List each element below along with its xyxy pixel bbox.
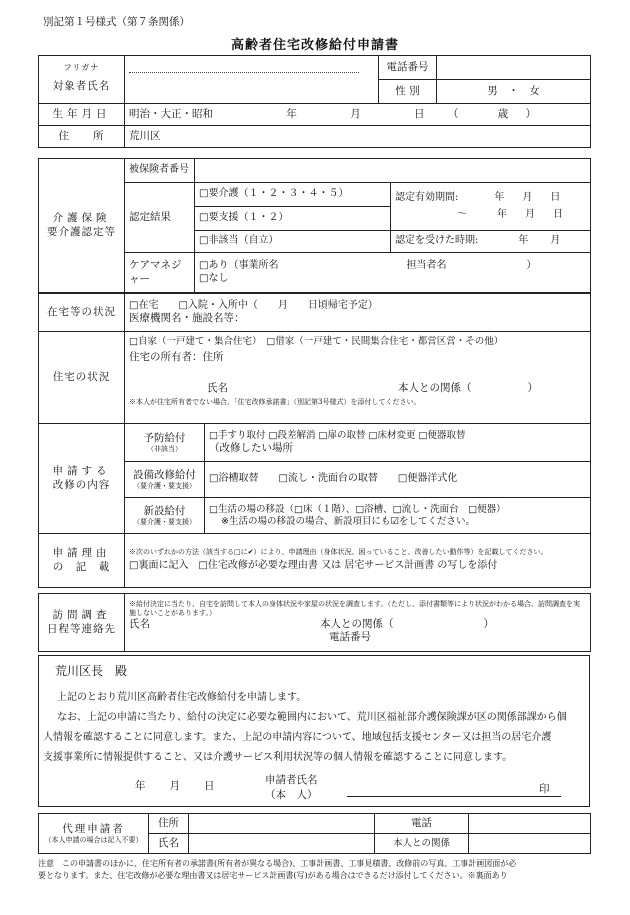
housing-type-line[interactable]: □自家（一戸建て・集合住宅） □借家（一戸建て・民間集合住宅・都営区営・その他） (129, 336, 504, 347)
care-section-label (39, 159, 125, 293)
sex-label: 性 別 (379, 80, 437, 104)
equip-label-text: 設備改修給付 (133, 468, 196, 481)
cm-label: ケアマネジャー (125, 253, 195, 293)
proxy-phone-field[interactable] (469, 814, 591, 834)
reason-label-1: 申請理由 (52, 547, 111, 560)
received-period (391, 231, 591, 253)
housing-field[interactable] (125, 332, 591, 424)
proxy-table (38, 813, 591, 854)
housing-owner-name: 氏名 (207, 382, 228, 394)
prev-location: （改修したい場所 (209, 441, 293, 454)
new-label-text: 新設給付 (143, 504, 186, 517)
modification-label-1: 申請する (52, 465, 111, 478)
cm-person-label: 担当者名 (406, 260, 447, 271)
home-status-label: 在宅等の状況 (39, 294, 125, 332)
received-month: 月 (550, 235, 561, 247)
signature-line[interactable] (347, 780, 561, 797)
reason-options[interactable]: □裏面に記入 □住宅改修が必要な理由書 又は 居宅サービス計画書 の写しを添付 (129, 560, 498, 572)
date-day: 日 (204, 780, 215, 792)
opt-care-checkbox[interactable]: □要介護（１・２・３・４・５） (195, 183, 391, 207)
date-year: 年 (135, 780, 146, 792)
declaration-p3: 人情報を確認することに同意します。また、上記の申請内容について、地域包括支援センター又は担当の居宅介護 (43, 732, 552, 743)
proxy-address-label: 住所 (149, 814, 189, 834)
visit-name: 氏名 (129, 618, 150, 631)
applicant-name-field[interactable] (125, 56, 379, 104)
opt-support-checkbox[interactable]: □要支援（１・２） (195, 207, 391, 231)
insured-no-field[interactable] (195, 159, 591, 183)
age-unit: 歳 (497, 107, 509, 120)
equip-sub: （要介護・要支援） (133, 481, 196, 490)
birth-year: 年 (286, 107, 297, 120)
visit-field[interactable] (125, 594, 591, 652)
proxy-address-field[interactable] (189, 814, 375, 834)
applicant-name-text: 申請者氏名 (265, 774, 318, 786)
footer-notes (38, 858, 594, 882)
home-status-line2: 医療機関名・施設名等： (129, 312, 245, 325)
equip-options[interactable]: □浴槽取替 □流し・洗面台の取替 □便器洋式化 (205, 462, 591, 498)
valid-month: 月 (522, 192, 533, 203)
housing-note: ※本人が住宅所有者でない場合、「住宅改修承諾書」（別記第3号様式）を添付してください。 (129, 398, 421, 407)
care-label-1: 介護保険 (52, 212, 111, 225)
new-sub: （要介護・要支援） (133, 517, 196, 526)
modification-table (38, 423, 591, 534)
reason-table (38, 533, 591, 588)
reason-label-2: の 記 載 (52, 560, 111, 573)
new-field[interactable] (205, 498, 591, 534)
phone-field[interactable] (437, 56, 591, 80)
valid-day-2: 日 (553, 208, 563, 220)
furigana-dotted-line (129, 71, 359, 73)
phone-label: 電話番号 (379, 56, 437, 80)
care-label-2: 要介護認定等 (47, 225, 116, 238)
valid-day: 日 (550, 192, 561, 203)
birth-label: 生年月日 (39, 104, 125, 126)
era-options: 明治・大正・昭和 (129, 107, 213, 120)
birth-day: 日 (414, 107, 425, 120)
reason-note: ※次のいずれかの方法（該当する□に✔）により、申請理由（身体状況、困っていること、改善したい動作等）を記載してください。 (129, 548, 548, 557)
applicant-self-text: （本 人） (265, 789, 318, 801)
seal-mark: 印 (539, 783, 550, 795)
applicant-signature-label (265, 772, 318, 802)
result-label: 認定結果 (125, 183, 195, 253)
prev-label-text: 予防給付 (143, 431, 186, 444)
applicant-table (38, 55, 591, 148)
declaration-date (135, 778, 215, 793)
visit-relation: 本人との関係（ (320, 618, 394, 631)
cm-field[interactable] (195, 253, 591, 293)
modification-label-2: 改修の内容 (52, 478, 111, 491)
visit-label (39, 594, 125, 652)
housing-table (38, 331, 591, 424)
new-label (125, 498, 205, 534)
housing-relation-close: ） (527, 382, 538, 394)
care-table (38, 158, 591, 293)
opt-none-checkbox[interactable]: □非該当（自立） (195, 231, 391, 253)
form-id: 別記第１号様式（第７条関係） (43, 16, 190, 28)
proxy-name-label: 氏名 (149, 834, 189, 854)
received-year: 年 (518, 235, 529, 247)
home-status-line1[interactable]: □在宅 □入院・入所中（ 月 日頃帰宅予定） (129, 299, 378, 311)
proxy-relation-label: 本人との関係 (375, 834, 469, 854)
visit-table (38, 593, 591, 652)
declaration-p2: なお、上記の申請に当たり、給付の決定に必要な範囲内において、荒川区福祉部介護保険課が区の関係部課から個 (57, 712, 567, 723)
valid-label: 認定有効期間: (395, 192, 459, 203)
equip-label (125, 462, 205, 498)
birth-month: 月 (350, 107, 361, 120)
age-close: ） (525, 107, 537, 120)
proxy-name-field[interactable] (189, 834, 375, 854)
age-open: （ (447, 107, 459, 120)
declaration-box (38, 655, 590, 807)
cm-close: ） (526, 260, 537, 271)
received-label: 認定を受けた時期: (395, 235, 479, 247)
proxy-phone-label: 電話 (375, 814, 469, 834)
declaration-p4: 支援事業所に情報提供すること、又は介護サービス利用状況等の個人情報を確認することに同意します。 (43, 752, 513, 763)
address-label: 住 所 (39, 126, 125, 148)
prev-field[interactable] (205, 424, 591, 462)
cm-yes-checkbox[interactable]: □あり（事業所名 (199, 260, 279, 271)
visit-label-1: 訪問調査 (52, 609, 111, 622)
valid-month-2: 月 (525, 208, 535, 220)
valid-tilde: ～ (457, 208, 467, 220)
new-options[interactable]: □生活の場の移設（□床（１階）、□浴槽、□流し・洗面台 □便器） (209, 503, 506, 515)
prev-label (125, 424, 205, 462)
proxy-sub: （本人申請の場合は記入不要） (44, 835, 143, 844)
applicant-name-label: 対象者氏名 (39, 80, 125, 104)
date-month: 月 (169, 780, 180, 792)
prev-options[interactable]: □手すり取付 □段差解消 □扉の取替 □床材変更 □便器取替 (209, 430, 466, 441)
proxy-label (39, 814, 149, 854)
insured-no-label: 被保険者番号 (125, 159, 195, 183)
valid-year-2: 年 (497, 208, 507, 220)
addressee: 荒川区長 殿 (55, 664, 128, 678)
home-status-table (38, 293, 591, 332)
declaration-p1: 上記のとおり荒川区高齢者住宅改修給付を申請します。 (57, 692, 307, 703)
valid-year: 年 (494, 192, 505, 203)
proxy-label-text: 代理申請者 (62, 822, 125, 835)
birth-field[interactable] (125, 104, 591, 126)
housing-label: 住宅の状況 (39, 332, 125, 424)
address-field[interactable]: 荒川区 (125, 126, 591, 148)
cm-no-checkbox[interactable]: □なし (199, 272, 229, 284)
page-title: 高齢者住宅改修給付申請書 (230, 38, 399, 53)
housing-owner: 住宅の所有者：住所 (129, 350, 224, 363)
reason-label (39, 534, 125, 588)
reason-field[interactable] (125, 534, 591, 588)
visit-label-2: 日程等連絡先 (47, 622, 116, 635)
sex-options[interactable]: 男 ・ 女 (437, 80, 591, 104)
visit-phone: 電話番号 (329, 631, 371, 644)
home-status-field[interactable] (125, 294, 591, 332)
valid-period (391, 183, 591, 231)
housing-relation: 本人との関係（ (398, 382, 472, 394)
visit-relation-close: ） (483, 618, 494, 631)
new-note: ※生活の場の移設の場合、新設項目にも☑をしてください。 (221, 515, 475, 527)
footer-line2: 要となります。また、住宅改修が必要な理由書又は居宅サービス計画書(写)がある場合はできるだけ添付してください。※裏面あり (38, 871, 508, 880)
prev-sub: （非該当） (147, 444, 182, 453)
modification-label (39, 424, 125, 534)
footer-line1: 注意 この申請書のほかに、住宅所有者の承諾書(所有者が異なる場合)、工事計画書、工事見積書、改修前の写真、工事計画図面が必 (38, 859, 517, 868)
furigana-label: フリガナ (39, 56, 125, 80)
visit-note: ※給付決定に当たり、自宅を訪問して本人の身体状況や家屋の状況を調査します。（ただし、添付書類等により状況がわかる場合、訪問調査を実施しないことがあります。） (129, 600, 580, 617)
proxy-relation-field[interactable] (469, 834, 591, 854)
